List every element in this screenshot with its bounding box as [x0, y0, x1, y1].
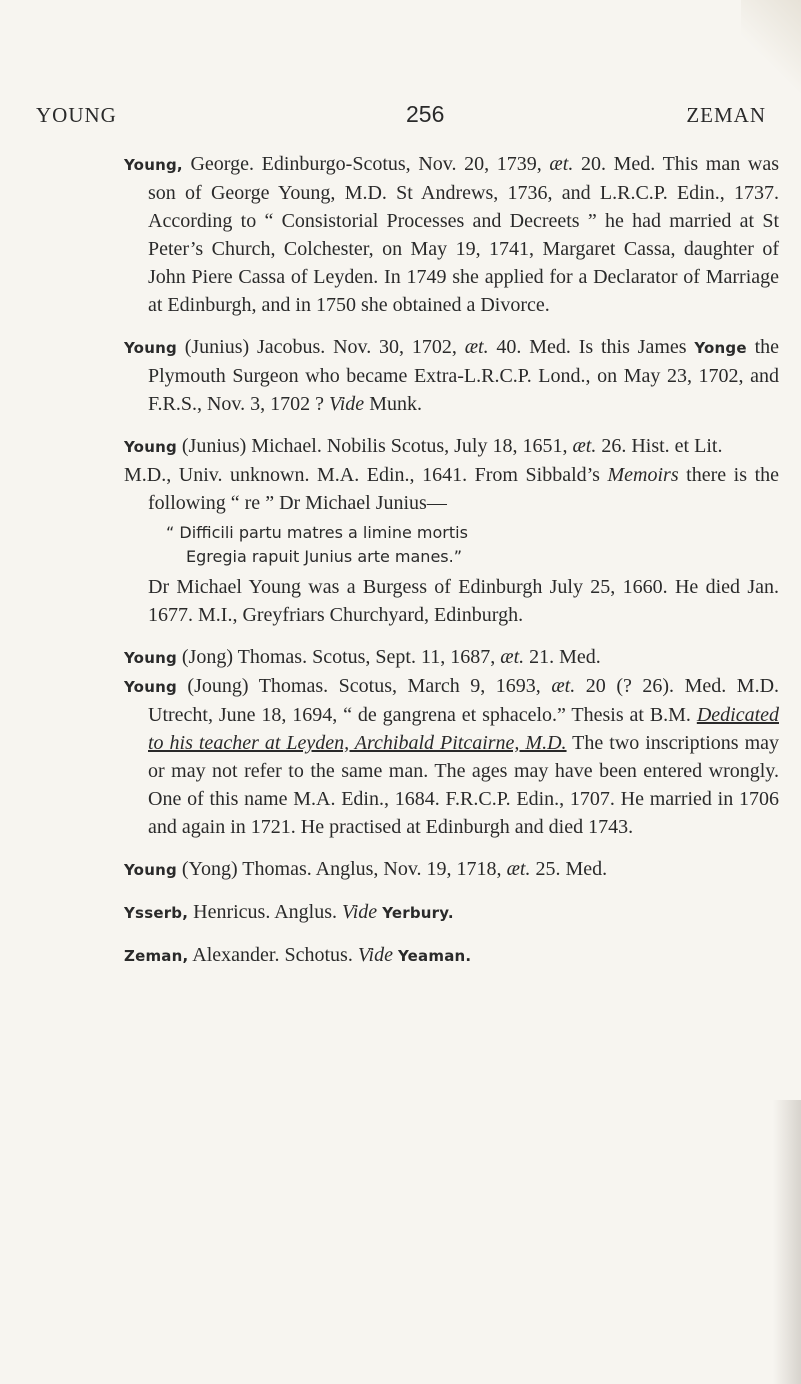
entry-lead: (Yong) Thomas. Anglus, Nov. 19, 1718,	[176, 858, 507, 880]
entry-surname: Young	[124, 339, 177, 357]
entry-zeman	[124, 941, 779, 970]
entry-tail: 20 (? 26). Med.	[575, 675, 727, 697]
aet-abbrev: æt.	[549, 153, 574, 175]
memoirs-title: Memoirs	[607, 464, 679, 486]
entry-surname: Young	[124, 649, 177, 667]
entry-ysserb	[124, 898, 779, 927]
entry-young-michael	[124, 432, 779, 461]
header-left-word: YOUNG	[36, 103, 117, 127]
entry-lead: (Jong) Thomas. Scotus, Sept. 11, 1687,	[176, 646, 501, 668]
entry-tail: 25. Med.	[530, 858, 608, 880]
entry-surname: Young	[124, 861, 177, 879]
entry-young-michael-body	[124, 461, 779, 517]
cross-ref-name: Yeaman.	[398, 947, 472, 965]
entry-young-thomas-2	[124, 672, 779, 841]
cross-ref-name: Yonge	[694, 339, 747, 357]
entry-surname: Young	[124, 438, 177, 456]
entry-body: M.D. Utrecht, June 18, 1694, “ de gangrena et sphacelo.” Thesis at B.M.	[148, 675, 780, 726]
entry-body: Munk.	[364, 393, 422, 415]
page-number: 256	[406, 101, 445, 127]
entry-lead: (Junius) Michael. Nobilis Scotus, July 18, 1651,	[176, 435, 573, 457]
entry-tail: 40. Med.	[488, 336, 571, 358]
entry-body: there is the following “ re ” Dr Michael Junius—	[148, 464, 779, 514]
latin-quote	[124, 521, 779, 569]
vide-ref: Vide	[357, 944, 393, 966]
entry-lead: Alexander. Schotus.	[188, 944, 358, 966]
running-header	[36, 103, 766, 135]
aet-abbrev: æt.	[500, 646, 525, 668]
quote-line-1: “ Difficili partu matres a limine mortis	[166, 523, 468, 542]
aet-abbrev: æt.	[506, 858, 531, 880]
entry-lead: Henricus. Anglus.	[188, 901, 343, 923]
entry-body: M.D., Univ. unknown. M.A. Edin., 1641. From Sibbald’s	[124, 464, 608, 486]
entry-body: the Plymouth Surgeon who became Extra-L.R.C.P. Lond., on May 23, 1702, and F.R.S., Nov. 3, 1702 ?	[148, 336, 779, 415]
entry-young-jacobus	[124, 333, 779, 418]
page-body	[124, 150, 779, 984]
vide-ref: Vide	[342, 901, 378, 923]
entry-surname: Ysserb,	[124, 904, 189, 922]
entry-young-george	[124, 150, 779, 319]
entry-body: Dr Michael Young was a Burgess of Edinburgh July 25, 1660. He died Jan. 1677. M.I., Greyfriars Churchyard, Edinburgh.	[148, 576, 779, 626]
page-edge-shading	[773, 1100, 801, 1384]
quote-line-2: Egregia rapuit Junius arte manes.”	[186, 547, 462, 566]
aet-abbrev: æt.	[464, 336, 489, 358]
entry-tail: 20. Med.	[573, 153, 656, 175]
entry-tail: 26. Hist. et Lit.	[596, 435, 723, 457]
entry-surname: Zeman,	[124, 947, 189, 965]
entry-body: The two inscriptions may or may not refer to the same man. The ages may have been entered wrongly. One of this name M.A. Edin., 1684. F.R.C.P. Edin., 1707. He married in 1706 and again in 1721. He practised at Edinburgh and died 1743.	[148, 732, 780, 838]
entry-body: This man was son of George Young, M.D. St Andrews, 1736, and L.R.C.P. Edin., 1737. According to “ Consistorial Processes and Decreets ” he had married at St Peter’s Church, Colchester, on May 19, 1741, Margaret Cassa, daughter of John Piere Cassa of Leyden. In 1749 she applied for a Declarator of Marriage at Edinburgh, and in 1750 she obtained a Divorce.	[148, 153, 779, 316]
aet-abbrev: æt.	[572, 435, 597, 457]
entry-surname: Young	[124, 678, 177, 696]
entry-tail: 21. Med.	[524, 646, 601, 668]
aet-abbrev: æt.	[551, 675, 576, 697]
dedication: Dedicated to his teacher at Leyden, Archibald Pitcairne, M.D.	[148, 704, 779, 754]
vide-ref: Vide	[329, 393, 365, 415]
entry-young-michael-body-2	[124, 573, 779, 629]
entry-body: Is this James	[578, 336, 695, 358]
entry-lead: (Junius) Jacobus. Nov. 30, 1702,	[176, 336, 465, 358]
entry-young-thomas-1	[124, 643, 779, 672]
entry-lead: George. Edinburgo-Scotus, Nov. 20, 1739,	[182, 153, 550, 175]
cross-ref-name: Yerbury.	[382, 904, 454, 922]
header-right-word: ZEMAN	[686, 103, 766, 127]
entry-lead: (Joung) Thomas. Scotus, March 9, 1693,	[176, 675, 552, 697]
entry-young-thomas-3	[124, 855, 779, 884]
page-corner-shading	[741, 0, 801, 100]
entry-surname: Young,	[124, 156, 183, 174]
